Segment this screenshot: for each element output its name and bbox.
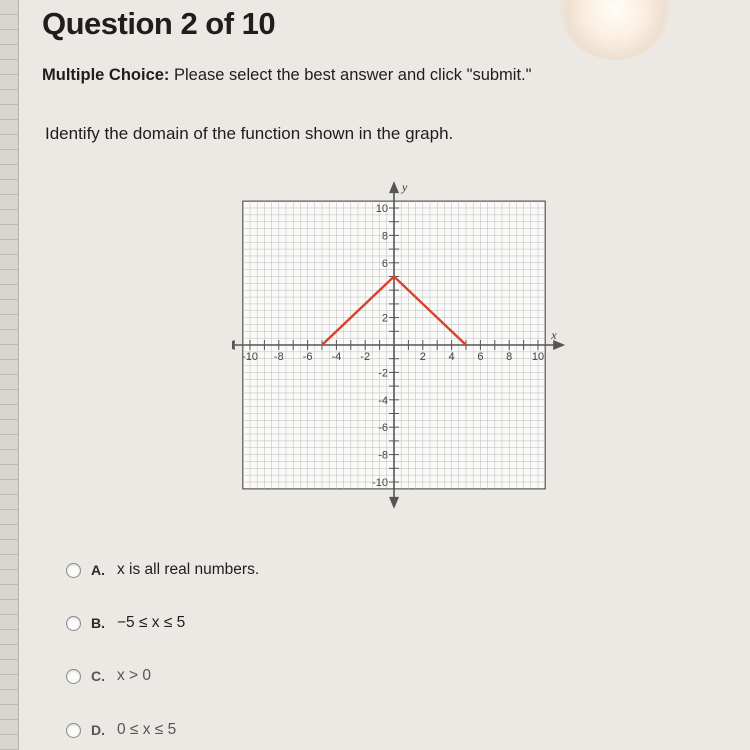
y-tick-label: 6: [381, 257, 388, 270]
x-tick-label: -8: [273, 351, 284, 363]
x-tick-label: 4: [448, 351, 455, 363]
screen-glare: [560, 0, 670, 60]
choice-d-letter: D.: [91, 722, 105, 738]
choice-b-text: −5 ≤ x ≤ 5: [117, 614, 186, 631]
y-tick-label: -2: [378, 367, 388, 380]
choice-b-letter: B.: [91, 615, 105, 631]
question-type-label: Multiple Choice:: [42, 66, 170, 84]
choice-c[interactable]: [66, 661, 151, 691]
instructions-text: Please select the best answer and click "submit.": [174, 66, 532, 84]
y-axis-arrow-down: [389, 497, 399, 509]
x-tick-label: -10: [242, 351, 258, 363]
page-title: Question 2 of 10: [42, 6, 276, 41]
y-tick-label: 10: [375, 203, 388, 215]
choice-a-letter: A.: [91, 562, 105, 578]
radio-a[interactable]: [66, 563, 81, 578]
x-tick-label: -4: [331, 351, 342, 363]
y-tick-label: -8: [378, 449, 388, 462]
page-edge-border: [0, 0, 19, 750]
y-axis-arrow-up: [389, 181, 399, 193]
choice-a[interactable]: [66, 555, 259, 585]
choice-d[interactable]: [66, 715, 176, 745]
x-tick-label: 2: [419, 351, 426, 363]
choice-b[interactable]: [66, 608, 185, 638]
x-axis-label: x: [551, 328, 557, 342]
choice-c-text: x > 0: [117, 667, 152, 684]
x-tick-label: -2: [360, 351, 371, 363]
x-tick-label: 6: [477, 351, 484, 363]
radio-b[interactable]: [66, 616, 81, 631]
y-tick-label: -4: [378, 394, 388, 407]
instructions: [42, 66, 531, 85]
y-axis-label: y: [402, 180, 408, 195]
radio-d[interactable]: [66, 723, 81, 738]
radio-c[interactable]: [66, 669, 81, 684]
y-tick-label: -6: [378, 422, 388, 435]
x-tick-label: -6: [302, 351, 313, 363]
graph-svg: [232, 180, 572, 510]
x-axis-arrow-left: [232, 340, 235, 350]
choice-a-text: x is all real numbers.: [117, 561, 260, 578]
question-text: Identify the domain of the function shown in the graph.: [45, 124, 454, 143]
choice-d-text: 0 ≤ x ≤ 5: [117, 721, 177, 738]
y-tick-label: -10: [372, 477, 388, 489]
function-graph: [232, 180, 572, 515]
y-tick-label: 2: [381, 312, 388, 325]
x-tick-label: 10: [531, 351, 545, 363]
choice-c-letter: C.: [91, 668, 105, 684]
x-tick-label: 8: [506, 351, 513, 363]
y-tick-label: 8: [381, 230, 388, 243]
